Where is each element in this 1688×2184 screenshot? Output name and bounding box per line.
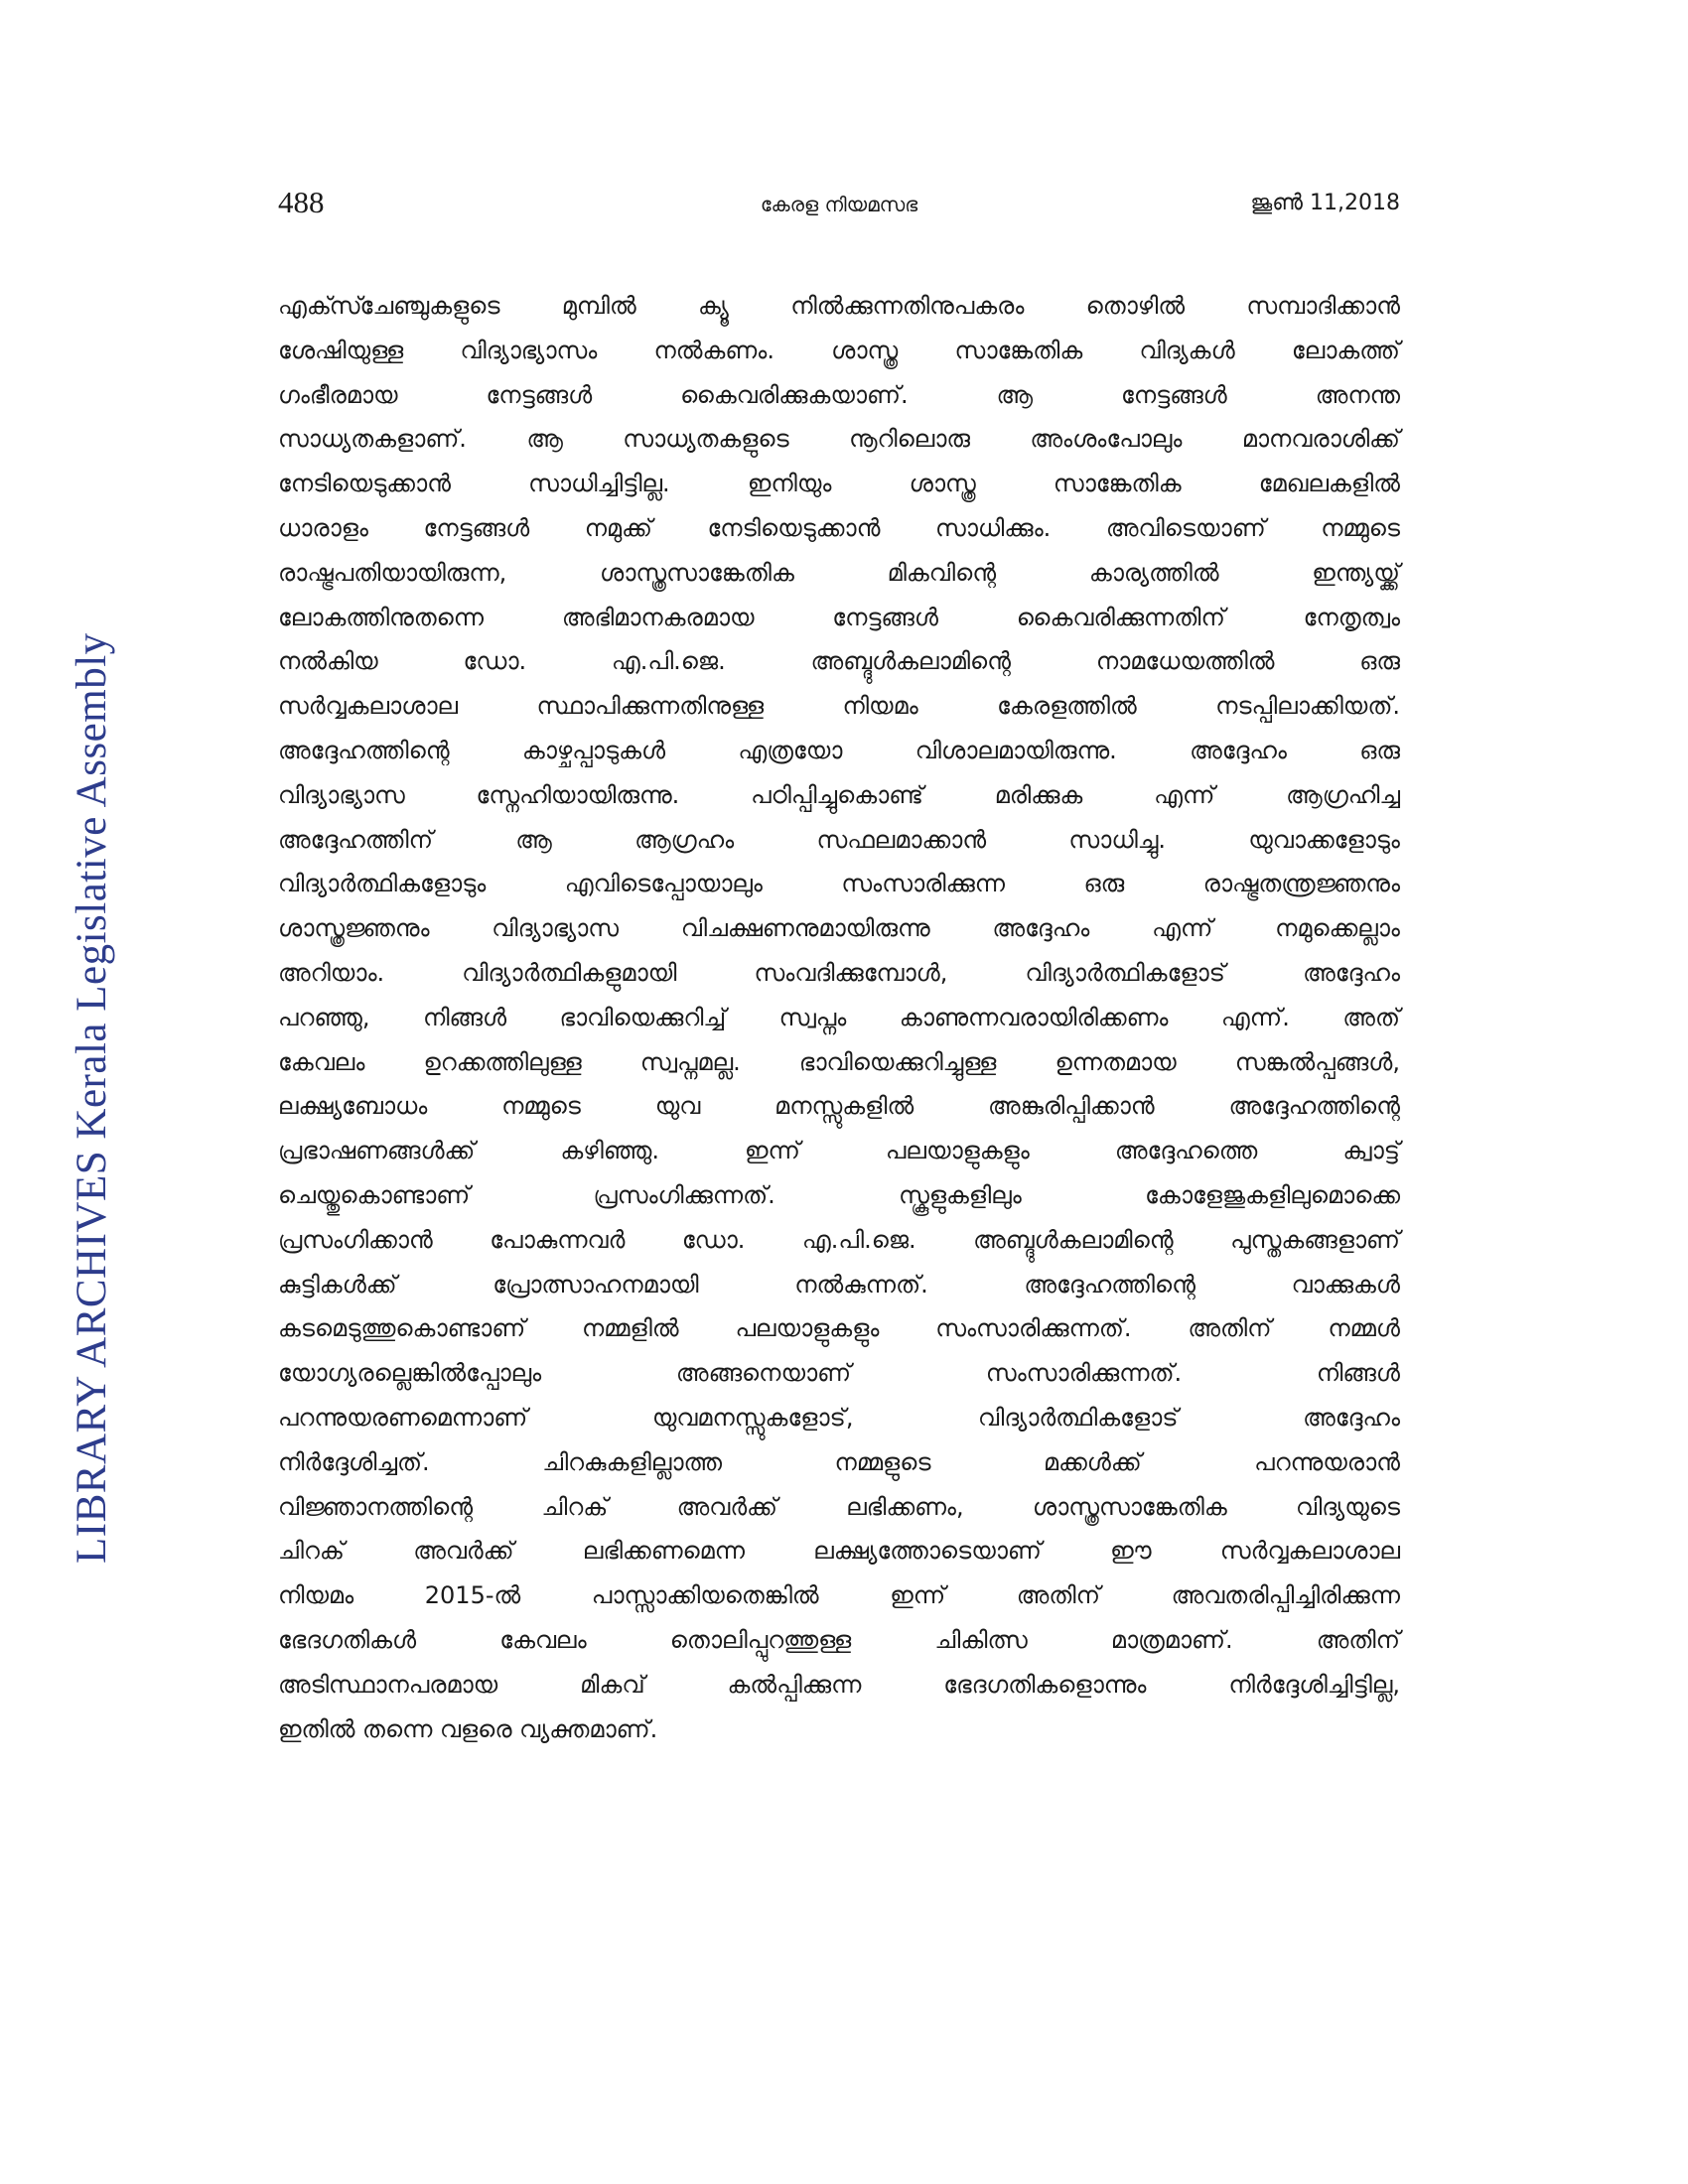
text-line: ലക്ഷ്യബോധം നമ്മുടെ യുവ മനസ്സുകളിൽ അങ്കുരിപ്പിക്കാൻ അദ്ദേഹത്തിന്റെ <box>278 1092 1400 1121</box>
text-line: ശാസ്ത്രജ്ഞനും വിദ്യാഭ്യാസ വിചക്ഷണനുമായിരുന്നു അദ്ദേഹം എന്ന് നമുക്കെല്ലാം <box>278 914 1400 943</box>
header-title: കേരള നിയമസഭ <box>760 193 918 216</box>
text-line: സർവ്വകലാശാല സ്ഥാപിക്കുന്നതിനുള്ള നിയമം കേരളത്തിൽ നടപ്പിലാക്കിയത്. <box>278 692 1400 721</box>
text-line: രാഷ്ട്രപതിയായിരുന്ന, ശാസ്ത്രസാങ്കേതിക മികവിന്റെ കാര്യത്തിൽ ഇന്ത്യയ്ക്ക് <box>278 558 1400 587</box>
text-line: കുട്ടികൾക്ക് പ്രോത്സാഹനമായി നൽകുന്നത്. അദ്ദേഹത്തിന്റെ വാക്കുകൾ <box>278 1270 1400 1298</box>
body-text <box>278 284 1400 1751</box>
text-line: ലോകത്തിനുതന്നെ അഭിമാനകരമായ നേട്ടങ്ങൾ കൈവരിക്കുന്നതിന് നേതൃത്വം <box>278 603 1400 631</box>
text-line: ഗംഭീരമായ നേട്ടങ്ങൾ കൈവരിക്കുകയാണ്. ആ നേട്ടങ്ങൾ അനന്ത <box>278 380 1400 409</box>
text-line: നൽകിയ ഡോ. എ.പി.ജെ. അബ്ദുൾകലാമിന്റെ നാമധേയത്തിൽ ഒരു <box>278 647 1400 676</box>
text-line: ചെയ്തുകൊണ്ടാണ് പ്രസംഗിക്കുന്നത്. സ്കൂളുകളിലും കോളേജുകളിലുമൊക്കെ <box>278 1180 1400 1209</box>
text-line: അടിസ്ഥാനപരമായ മികവ് കൽപ്പിക്കുന്ന ഭേദഗതികളൊന്നും നിർദ്ദേശിച്ചിട്ടില്ല, <box>278 1670 1400 1699</box>
text-line: വിജ്ഞാനത്തിന്റെ ചിറക് അവർക്ക് ലഭിക്കണം, ശാസ്ത്രസാങ്കേതിക വിദ്യയുടെ <box>278 1492 1400 1521</box>
text-line: നേടിയെടുക്കാൻ സാധിച്ചിട്ടില്ല. ഇനിയും ശാസ്ത്ര സാങ്കേതിക മേഖലകളിൽ <box>278 470 1400 498</box>
text-line: ധാരാളം നേട്ടങ്ങൾ നമുക്ക് നേടിയെടുക്കാൻ സാധിക്കും. അവിടെയാണ് നമ്മുടെ <box>278 513 1400 542</box>
text-line: കടമെടുത്തുകൊണ്ടാണ് നമ്മളിൽ പലയാളുകളും സംസാരിക്കുന്നത്. അതിന് നമ്മൾ <box>278 1314 1400 1343</box>
text-line: നിർദ്ദേശിച്ചത്. ചിറകുകളില്ലാത്ത നമ്മളുടെ മക്കൾക്ക് പറന്നുയരാൻ <box>278 1447 1400 1476</box>
text-line: പറഞ്ഞു, നിങ്ങൾ ഭാവിയെക്കുറിച്ച് സ്വപ്നം കാണുന്നവരായിരിക്കണം എന്ന്. അത് <box>278 1003 1400 1031</box>
text-line: അദ്ദേഹത്തിന്റെ കാഴ്ചപ്പാടുകൾ എത്രയോ വിശാലമായിരുന്നു. അദ്ദേഹം ഒരു <box>278 736 1400 764</box>
text-line: ശേഷിയുള്ള വിദ്യാഭ്യാസം നൽകണം. ശാസ്ത്ര സാങ്കേതിക വിദ്യകൾ ലോകത്ത് <box>278 336 1400 364</box>
text-line: ചിറക് അവർക്ക് ലഭിക്കണമെന്ന ലക്ഷ്യത്തോടെയാണ് ഈ സർവ്വകലാശാല <box>278 1537 1400 1566</box>
text-line: അറിയാം. വിദ്യാർത്ഥികളുമായി സംവദിക്കുമ്പോൾ, വിദ്യാർത്ഥികളോട് അദ്ദേഹം <box>278 958 1400 987</box>
text-line: പ്രസംഗിക്കാൻ പോകുന്നവർ ഡോ. എ.പി.ജെ. അബ്ദുൾകലാമിന്റെ പുസ്തകങ്ങളാണ് <box>278 1225 1400 1254</box>
text-line: സാധ്യതകളാണ്. ആ സാധ്യതകളുടെ നൂറിലൊരു അംശംപോലും മാനവരാശിക്ക് <box>278 425 1400 454</box>
text-line: ഭേദഗതികൾ കേവലം തൊലിപ്പുറത്തുള്ള ചികിത്സ മാത്രമാണ്. അതിന് <box>278 1625 1400 1654</box>
text-line: അദ്ദേഹത്തിന് ആ ആഗ്രഹം സഫലമാക്കാൻ സാധിച്ചു. യുവാക്കളോടും <box>278 825 1400 854</box>
page-number: 488 <box>278 185 325 219</box>
header-date: ജൂൺ 11,2018 <box>1250 191 1400 215</box>
text-line: എക്സ്ചേഞ്ചുകളുടെ മുമ്പിൽ ക്യൂ നിൽക്കുന്നതിനുപകരം തൊഴിൽ സമ്പാദിക്കാൻ <box>278 292 1400 320</box>
text-line: വിദ്യാഭ്യാസ സ്നേഹിയായിരുന്നു. പഠിപ്പിച്ചുകൊണ്ട് മരിക്കുക എന്ന് ആഗ്രഹിച്ച <box>278 780 1400 809</box>
text-line: നിയമം 2015-ൽ പാസ്സാക്കിയതെങ്കിൽ ഇന്ന് അതിന് അവതരിപ്പിച്ചിരിക്കുന്ന <box>278 1581 1400 1610</box>
text-line: പ്രഭാഷണങ്ങൾക്ക് കഴിഞ്ഞു. ഇന്ന് പലയാളുകളും അദ്ദേഹത്തെ ക്വാട്ട് <box>278 1137 1400 1165</box>
text-line: കേവലം ഉറക്കത്തിലുള്ള സ്വപ്നമല്ല. ഭാവിയെക്കുറിച്ചുള്ള ഉന്നതമായ സങ്കൽപ്പങ്ങൾ, <box>278 1047 1400 1076</box>
text-line: വിദ്യാർത്ഥികളോടും എവിടെപ്പോയാലും സംസാരിക്കുന്ന ഒരു രാഷ്ട്രതന്ത്രജ്ഞനും <box>278 870 1400 898</box>
text-line: യോഗ്യരല്ലെങ്കിൽപ്പോലും അങ്ങനെയാണ് സംസാരിക്കുന്നത്. നിങ്ങൾ <box>278 1359 1400 1388</box>
archive-watermark: LIBRARY ARCHIVES Kerala Legislative Assembly <box>69 632 115 1564</box>
text-line: പറന്നുയരണമെന്നാണ് യുവമനസ്സുകളോട്, വിദ്യാർത്ഥികളോട് അദ്ദേഹം <box>278 1403 1400 1432</box>
page-header <box>278 185 1400 234</box>
text-line: ഇതിൽ തന്നെ വളരെ വ്യക്തമാണ്. <box>278 1714 658 1743</box>
